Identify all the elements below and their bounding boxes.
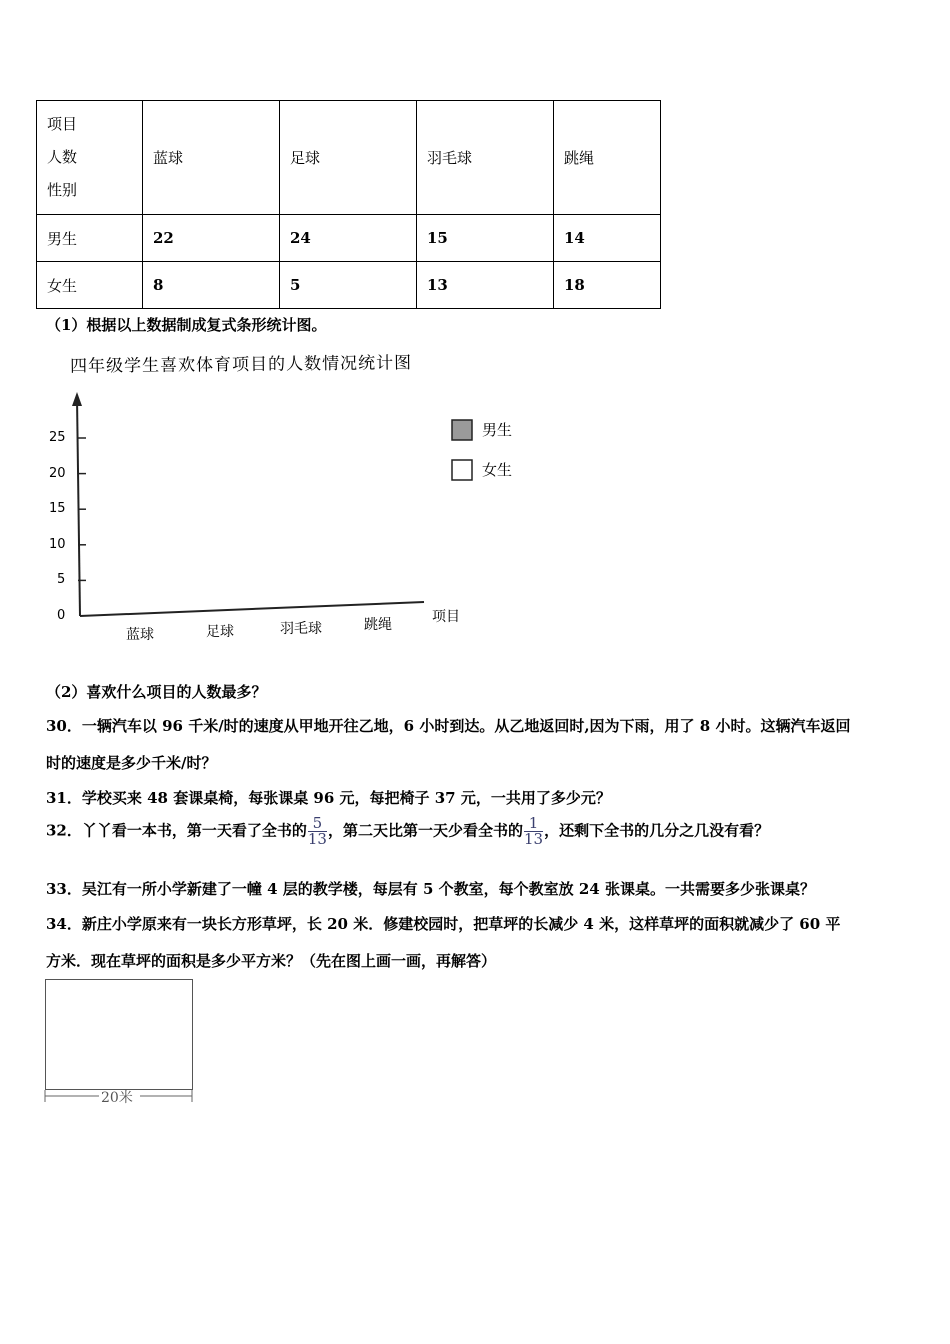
question-34-line-2: 方米．现在草坪的面积是多少平方米？（先在图上画一画，再解答） [46, 952, 497, 970]
table-cell: 15 [417, 215, 554, 262]
column-header: 蓝球 [143, 101, 280, 215]
fraction-numerator: 5 [312, 814, 323, 832]
table-row [37, 262, 661, 309]
question-32-text-c: ，还剩下全书的几分之几没有看？ [544, 821, 770, 840]
y-tick-label: 25 [49, 430, 66, 445]
chart-title: 四年级学生喜欢体育项目的人数情况统计图 [69, 353, 413, 377]
lawn-rectangle [45, 979, 193, 1090]
question-32-text-a: 32．丫丫看一本书，第一天看了全书的 [46, 821, 307, 840]
table-cell: 22 [143, 215, 280, 262]
question-29-part-1: （1）根据以上数据制成复式条形统计图。 [46, 316, 327, 334]
column-header: 跳绳 [554, 101, 661, 215]
table-cell: 8 [143, 262, 280, 309]
fraction-5-13 [308, 816, 327, 847]
question-33: 33．吴江有一所小学新建了一幢 4 层的教学楼，每层有 5 个教室，每个教室放 24 张课桌。一共需要多少张课桌？ [46, 880, 815, 898]
x-tick-label: 羽毛球 [280, 621, 322, 637]
column-header: 羽毛球 [417, 101, 554, 215]
question-31: 31．学校买来 48 套课桌椅，每张课桌 96 元，每把椅子 37 元，一共用了多少元？ [46, 789, 611, 807]
header-gender-label: 性别 [47, 181, 78, 199]
y-tick-label: 10 [49, 536, 66, 552]
legend-swatch-male [452, 420, 472, 440]
table-cell: 18 [554, 262, 661, 309]
table-header-row [37, 101, 661, 215]
fraction-denominator: 13 [307, 830, 327, 848]
legend-label-male: 男生 [482, 421, 513, 439]
x-axis-label: 项目 [432, 609, 460, 625]
y-tick-label: 20 [49, 465, 66, 481]
header-corner-cell [37, 101, 143, 215]
legend-label-female: 女生 [482, 461, 513, 479]
row-label: 男生 [37, 215, 143, 262]
x-tick-label: 蓝球 [126, 627, 154, 643]
table-cell: 14 [554, 215, 661, 262]
question-29-part-2: （2）喜欢什么项目的人数最多？ [46, 683, 267, 701]
data-table [36, 100, 661, 309]
table-cell: 5 [280, 262, 417, 309]
header-count-label: 人数 [47, 148, 78, 166]
legend-swatch-female [452, 460, 472, 480]
y-tick-label: 5 [57, 572, 66, 588]
fraction-numerator: 1 [528, 814, 539, 832]
column-header: 足球 [280, 101, 417, 215]
y-axis [77, 398, 80, 616]
question-34-line-1: 34．新庄小学原来有一块长方形草坪，长 20 米．修建校园时，把草坪的长减少 4 米，这样草坪的面积就减少了 60 平 [46, 915, 841, 933]
x-tick-label: 跳绳 [364, 617, 392, 633]
length-label: 20米 [101, 1090, 133, 1106]
table-cell: 24 [280, 215, 417, 262]
question-32 [46, 816, 769, 847]
table-cell: 13 [417, 262, 554, 309]
y-tick-label: 0 [57, 608, 66, 623]
y-axis-arrow-icon [72, 392, 82, 406]
fraction-denominator: 13 [524, 830, 544, 848]
table-row [37, 215, 661, 262]
header-item-label: 项目 [47, 115, 78, 133]
question-30-line-1: 30．一辆汽车以 96 千米/时的速度从甲地开往乙地，6 小时到达。从乙地返回时,因为下雨，用了 8 小时。这辆汽车返回 [46, 717, 851, 735]
x-tick-label: 足球 [206, 624, 234, 640]
question-32-text-b: ，第二天比第一天少看全书的 [327, 821, 523, 840]
row-label: 女生 [37, 262, 143, 309]
chart-canvas [0, 380, 560, 650]
fraction-1-13 [524, 816, 543, 847]
y-tick-label: 15 [49, 501, 66, 517]
question-30-line-2: 时的速度是多少千米/时？ [46, 754, 217, 772]
